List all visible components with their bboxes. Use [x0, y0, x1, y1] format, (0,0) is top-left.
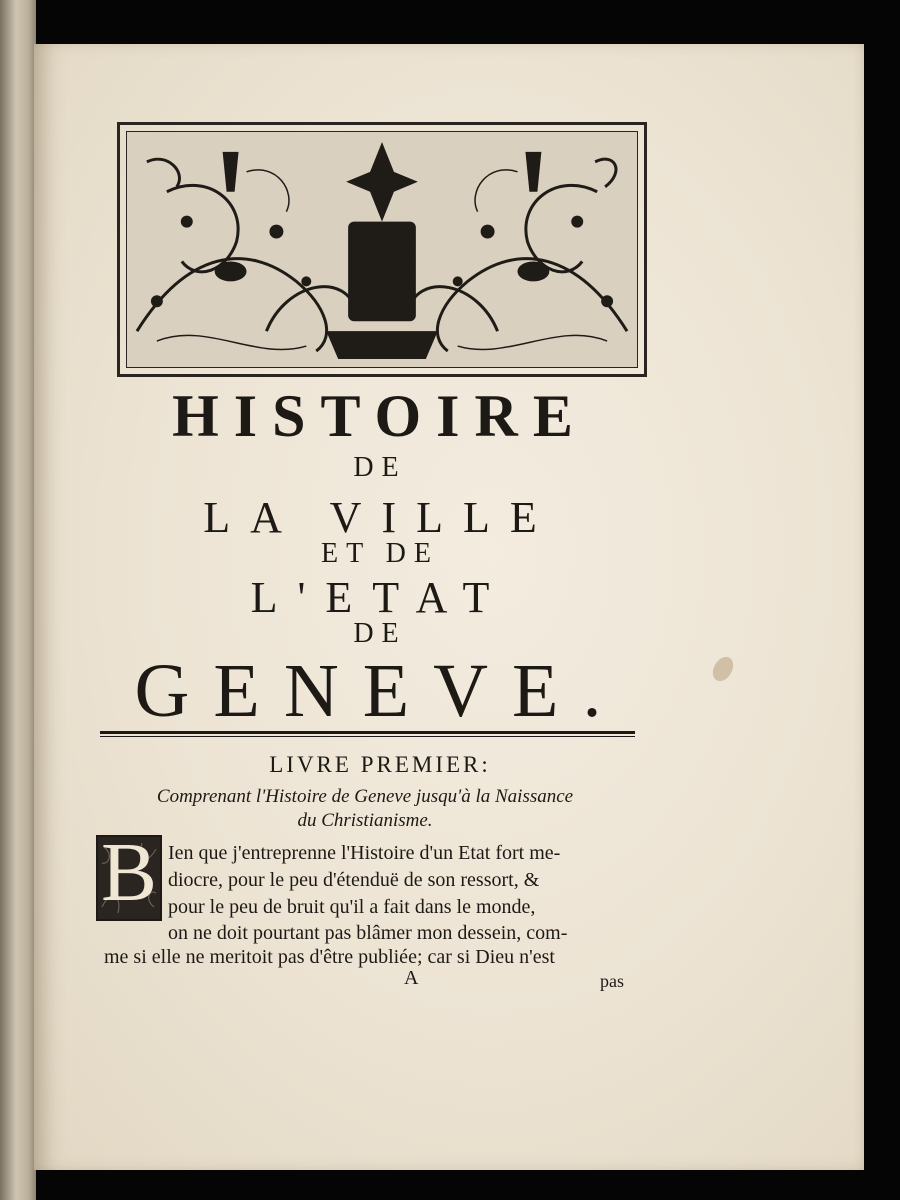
- catchword: pas: [600, 971, 624, 991]
- title-geneve: GENEVE.: [134, 649, 626, 733]
- title-l-etat: L'ETAT: [250, 573, 510, 622]
- title-rule-thick: [100, 731, 635, 734]
- body-line-2: diocre, pour le peu d'étenduë de son ressort, &: [168, 869, 540, 891]
- paper-stain: [709, 653, 738, 685]
- body-line-3: pour le peu de bruit qu'il a fait dans le monde,: [168, 896, 536, 918]
- book-subtitle-line1: Comprenant l'Histoire de Geneve jusqu'à la Naissance: [156, 786, 574, 807]
- title-histoire: HISTOIRE: [172, 383, 588, 449]
- ornamental-headpiece: [117, 122, 647, 377]
- signature-mark: A: [404, 967, 419, 989]
- book-heading: LIVRE PREMIER:: [269, 752, 491, 777]
- decorated-initial: [96, 835, 162, 921]
- title-de-2: DE: [353, 618, 407, 649]
- title-rule-thin: [100, 736, 635, 737]
- ornament-engraving: [127, 132, 637, 367]
- book-subtitle-line2: du Christianisme.: [297, 810, 433, 831]
- book-spine: [0, 0, 36, 1200]
- title-de: DE: [353, 452, 407, 483]
- body-line-5: me si elle ne meritoit pas d'être publiée; car si Dieu n'est: [104, 946, 555, 968]
- title-et-de: ET DE: [320, 538, 440, 569]
- title-la-ville: LA VILLE: [203, 493, 557, 542]
- body-line-1: Ien que j'entreprenne l'Histoire d'un Etat fort me-: [168, 842, 561, 864]
- initial-letter: B: [100, 835, 158, 919]
- body-line-4: on ne doit pourtant pas blâmer mon dessein, com-: [168, 922, 568, 944]
